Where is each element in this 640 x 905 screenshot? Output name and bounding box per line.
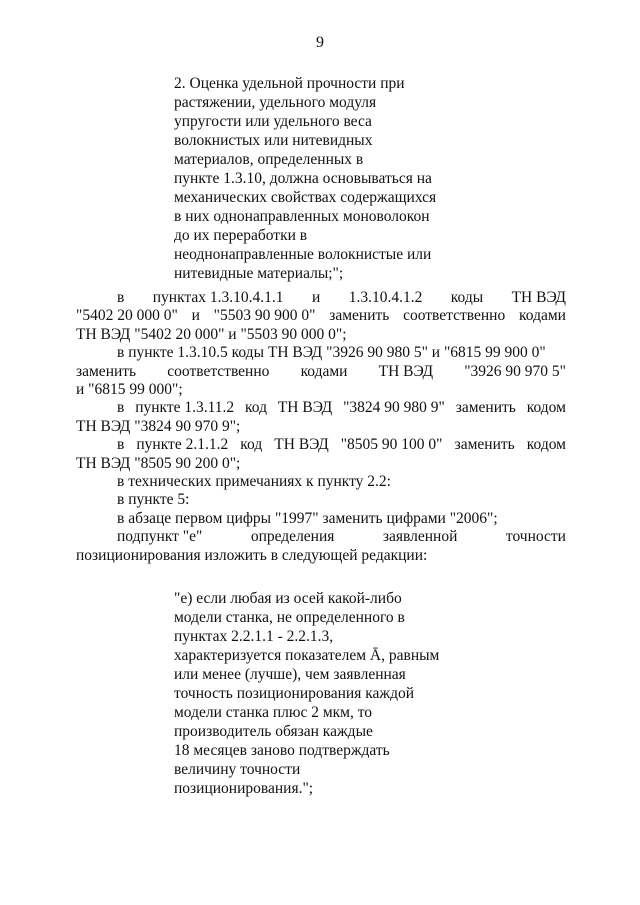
quote-line: пункте 1.3.10, должна основываться на xyxy=(174,170,432,187)
quote-line: в них однонаправленных моноволокон xyxy=(174,208,430,225)
text-line xyxy=(76,344,566,362)
word: подпункт "е" xyxy=(117,528,203,546)
word: точности xyxy=(505,528,566,546)
paragraph-technical-notes: в технических примечаниях к пункту 2.2: xyxy=(117,473,391,491)
text-line xyxy=(76,289,566,307)
word: в xyxy=(117,436,125,454)
paragraph-codes-1-3-10-4 xyxy=(76,289,566,344)
word: пункте 1.3.11.2 xyxy=(135,399,235,417)
word: "5503 90 900 0" xyxy=(213,307,316,325)
text-line xyxy=(76,326,566,344)
quote-line: характеризуется показателем Ā, равным xyxy=(174,647,440,664)
quoted-amendment-text xyxy=(174,74,464,283)
paragraph-subitem-e xyxy=(76,528,566,565)
text-line xyxy=(76,418,566,436)
quote-line: производитель обязан каждые xyxy=(174,723,373,740)
quote-line: 18 месяцев заново подтверждать xyxy=(174,742,390,759)
word: ТН ВЭД "5402 20 000" и "5503 90 000 0"; xyxy=(76,325,347,343)
word: определения xyxy=(250,528,335,546)
quote-line: "е) если любая из осей какой-либо xyxy=(174,590,402,607)
text-line xyxy=(76,381,566,399)
word: в пункте 1.3.10.5 коды ТН ВЭД "3926 90 980 5" и "6815 99 900 0" xyxy=(117,344,546,362)
word: в xyxy=(117,289,125,306)
word: пунктах 1.3.10.4.1.1 xyxy=(152,289,284,306)
quote-line: растяжении, удельного модуля xyxy=(174,94,377,111)
word: и xyxy=(191,307,200,325)
word: и xyxy=(311,289,321,306)
word: позиционирования изложить в следующей редакции: xyxy=(76,546,428,564)
word: ТН ВЭД "8505 90 200 0"; xyxy=(76,454,241,472)
word: "3824 90 980 9" xyxy=(343,399,445,417)
word: заменить xyxy=(76,362,137,380)
word: "8505 90 100 0" xyxy=(340,436,443,454)
word: "3926 90 970 5" xyxy=(464,362,566,380)
text-line xyxy=(76,399,566,417)
word: пункте 2.1.1.2 xyxy=(136,436,229,454)
quote-line: волокнистых или нитевидных xyxy=(174,132,373,149)
quote-line: модели станка плюс 2 мкм, то xyxy=(174,704,373,721)
quote-line: упругости или удельного веса xyxy=(174,113,372,130)
word: ТН ВЭД xyxy=(511,289,566,306)
word: соответственно xyxy=(403,307,506,325)
word: код xyxy=(240,436,263,454)
word: ТН ВЭД "3824 90 970 9"; xyxy=(76,417,241,435)
text-line xyxy=(76,547,566,565)
quote-line: материалов, определенных в xyxy=(174,151,364,168)
word: и "6815 99 000"; xyxy=(76,381,183,399)
word: заменить xyxy=(454,436,515,454)
word: кодами xyxy=(300,362,348,380)
quote-line: до их переработки в xyxy=(174,227,308,244)
word: коды xyxy=(450,289,484,306)
quote-line: или менее (лучше), чем заявленная xyxy=(174,666,406,683)
quote-line: механических свойствах содержащихся xyxy=(174,189,437,206)
quote-line: точность позиционирования каждой xyxy=(174,685,415,702)
word: "5402 20 000 0" xyxy=(76,307,178,325)
text-line xyxy=(76,436,566,454)
quote-line: позиционирования."; xyxy=(174,780,314,797)
word: ТН ВЭД xyxy=(378,362,434,380)
page-number: 9 xyxy=(316,34,324,51)
word: в xyxy=(117,399,125,417)
quoted-subitem-e-text xyxy=(174,589,464,798)
word: кодом xyxy=(526,436,566,454)
text-line xyxy=(76,363,566,381)
word: кодом xyxy=(526,399,566,417)
word: кодами xyxy=(519,307,566,325)
paragraph-code-2-1-1-2 xyxy=(76,436,566,473)
text-line xyxy=(76,307,566,325)
paragraph-first-paragraph-digits: в абзаце первом цифры "1997" заменить цифрами "2006"; xyxy=(117,509,498,527)
quote-line: модели станка, не определенного в xyxy=(174,609,405,626)
paragraph-codes-1-3-10-5 xyxy=(76,344,566,399)
word: код xyxy=(245,399,267,417)
quote-line: величину точности xyxy=(174,761,301,778)
paragraph-code-1-3-11-2 xyxy=(76,399,566,436)
quote-line: пунктах 2.2.1.1 - 2.2.1.3, xyxy=(174,628,334,645)
word: соответственно xyxy=(167,362,270,380)
paragraph-item-5: в пункте 5: xyxy=(117,491,190,509)
word: заявленной xyxy=(382,528,458,546)
quote-line: неоднонаправленные волокнистые или xyxy=(174,246,432,263)
word: заменить xyxy=(329,307,390,325)
document-body xyxy=(76,289,566,565)
word: ТН ВЭД xyxy=(274,436,329,454)
word: ТН ВЭД xyxy=(277,399,333,417)
text-line xyxy=(76,455,566,473)
word: 1.3.10.4.1.2 xyxy=(348,289,423,306)
word: заменить xyxy=(455,399,516,417)
quote-line: 2. Оценка удельной прочности при xyxy=(174,75,405,92)
quote-line: нитевидные материалы;"; xyxy=(174,265,344,282)
text-line xyxy=(76,528,566,546)
